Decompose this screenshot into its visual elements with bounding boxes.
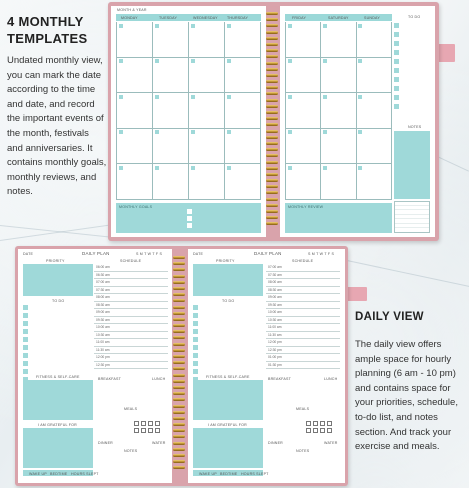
daily-left-title: DAILY PLAN: [82, 251, 110, 256]
daily-right-weekdays: S M T W T F S: [308, 252, 335, 256]
daily-right-schedule-label: SCHEDULE: [292, 259, 314, 263]
schedule-time-slot: 07:30 am: [266, 272, 340, 280]
daily-left-weekdays: S M T W T F S: [136, 252, 163, 256]
day-sunday: SUNDAY: [364, 15, 380, 20]
schedule-time-slot: 01:30 pm: [266, 362, 340, 370]
schedule-time-slot: 08:30 am: [94, 302, 168, 310]
daily-right-priority-label: PRIORITY: [216, 259, 235, 263]
day-friday: FRIDAY: [292, 15, 307, 20]
daily-left-breakfast: BREAKFAST: [98, 377, 121, 381]
daily-right-hours-slept: HOURS SLEPT: [241, 471, 269, 476]
daily-left-priority-label: PRIORITY: [46, 259, 65, 263]
monthly-todo-label: TO DO: [408, 15, 421, 19]
schedule-time-slot: 12:30 pm: [266, 347, 340, 355]
day-tuesday: TUESDAY: [159, 15, 178, 20]
daily-left-bedtime: BEDTIME: [50, 471, 68, 476]
daily-right-notes: NOTES: [296, 449, 310, 453]
daily-right-dinner: DINNER: [268, 441, 283, 445]
monthly-right-calendar-grid: [285, 22, 392, 200]
daily-left-page: [18, 249, 172, 483]
schedule-time-slot: 11:30 am: [94, 347, 168, 355]
daily-view-description: The daily view offers ample space for hourly planning (6 am - 10 pm) and contains space for your priorities, schedule, to-do list, and notes section. And track your exercise and meals.: [355, 339, 458, 453]
schedule-time-slot: 09:00 am: [94, 309, 168, 317]
monthly-left-page: [111, 6, 266, 237]
daily-left-fitness-box: [23, 380, 93, 420]
monthly-notes-box: [394, 131, 430, 199]
monthly-templates-description: Undated monthly view, you can mark the date according to the time and date, and record the important events of the month, festivals and anniversaries. It contains monthly goals, monthly reviews, and notes.: [7, 55, 107, 198]
schedule-time-slot: 10:30 am: [94, 332, 168, 340]
schedule-time-slot: 12:00 pm: [266, 339, 340, 347]
schedule-time-slot: 10:30 am: [266, 317, 340, 325]
monthly-left-calendar-grid: [116, 22, 261, 200]
daily-left-schedule-label: SCHEDULE: [120, 259, 142, 263]
daily-right-bedtime: BEDTIME: [220, 471, 238, 476]
daily-right-wake-up: WAKE UP: [199, 471, 217, 476]
daily-right-breakfast: BREAKFAST: [268, 377, 291, 381]
monthly-notes-label: NOTES: [408, 125, 422, 129]
daily-right-priority-box: [193, 264, 263, 296]
daily-planner: [15, 246, 348, 486]
schedule-time-slot: 11:00 am: [94, 339, 168, 347]
schedule-time-slot: 09:30 am: [94, 317, 168, 325]
daily-view-title: DAILY VIEW: [355, 311, 424, 323]
monthly-todo-list: [394, 21, 430, 121]
monthly-review-label: MONTHLY REVIEW: [288, 205, 324, 209]
schedule-time-slot: 07:00 am: [266, 264, 340, 272]
monthly-mini-grid: [394, 201, 430, 233]
monthly-planner: [108, 2, 439, 241]
schedule-time-slot: 08:30 am: [266, 287, 340, 295]
schedule-time-slot: 06:00 am: [94, 264, 168, 272]
monthly-goals-label: MONTHLY GOALS: [119, 205, 153, 209]
daily-left-priority-box: [23, 264, 93, 296]
schedule-time-slot: 06:30 am: [94, 272, 168, 280]
daily-left-water: WATER: [152, 441, 166, 445]
day-saturday: SATURDAY: [328, 15, 349, 20]
daily-left-hours-slept: HOURS SLEPT: [71, 471, 99, 476]
schedule-time-slot: 12:00 pm: [94, 354, 168, 362]
monthly-templates-title: 4 MONTHLY TEMPLATES: [7, 14, 88, 46]
schedule-time-slot: 07:30 am: [94, 287, 168, 295]
daily-right-fitness-label: FITNESS & SELF-CARE: [206, 375, 250, 379]
daily-spiral-binding: [173, 256, 185, 473]
monthly-right-page: [280, 6, 435, 237]
daily-left-dinner: DINNER: [98, 441, 113, 445]
day-thursday: THURSDAY: [227, 15, 249, 20]
daily-left-notes: NOTES: [124, 449, 138, 453]
schedule-time-slot: 07:00 am: [94, 279, 168, 287]
schedule-time-slot: 11:30 am: [266, 332, 340, 340]
schedule-time-slot: 11:00 am: [266, 324, 340, 332]
daily-right-todo-list: [193, 305, 198, 390]
daily-right-grateful-label: I AM GRATEFUL FOR: [208, 423, 247, 427]
daily-right-date: DATE: [193, 252, 204, 256]
daily-right-title: DAILY PLAN: [254, 251, 282, 256]
daily-left-meals: MEALS: [124, 407, 138, 411]
schedule-time-slot: 10:00 am: [266, 309, 340, 317]
daily-left-lunch: LUNCH: [152, 377, 166, 381]
schedule-time-slot: 10:00 am: [94, 324, 168, 332]
daily-left-wake-up: WAKE UP: [29, 471, 47, 476]
daily-left-schedule: [94, 264, 168, 369]
daily-left-todo-list: [23, 305, 28, 390]
daily-right-fitness-box: [193, 380, 263, 420]
daily-right-grateful-box: [193, 428, 263, 468]
schedule-time-slot: 09:00 am: [266, 294, 340, 302]
daily-view-pink-tab: [347, 287, 367, 301]
daily-left-fitness-label: FITNESS & SELF-CARE: [36, 375, 80, 379]
schedule-time-slot: 09:30 am: [266, 302, 340, 310]
monthly-spiral-binding: [266, 12, 278, 229]
daily-left-water-cups: [134, 421, 164, 433]
schedule-time-slot: 08:00 am: [266, 279, 340, 287]
daily-left-grateful-box: [23, 428, 93, 468]
daily-right-schedule: [266, 264, 340, 369]
daily-right-page: [188, 249, 345, 483]
day-monday: MONDAY: [121, 15, 138, 20]
day-wednesday: WEDNESDAY: [193, 15, 218, 20]
daily-left-date: DATE: [23, 252, 34, 256]
daily-left-todo-label: TO DO: [52, 299, 65, 303]
daily-right-lunch: LUNCH: [324, 377, 338, 381]
daily-right-todo-label: TO DO: [222, 299, 235, 303]
daily-right-meals: MEALS: [296, 407, 310, 411]
schedule-time-slot: 01:00 pm: [266, 354, 340, 362]
schedule-time-slot: 12:30 pm: [94, 362, 168, 370]
goal-checkboxes: [187, 209, 192, 228]
month-year-label: MONTH & YEAR: [117, 8, 147, 12]
daily-right-water: WATER: [324, 441, 338, 445]
daily-right-water-cups: [306, 421, 336, 433]
daily-left-grateful-label: I AM GRATEFUL FOR: [38, 423, 77, 427]
schedule-time-slot: 08:00 am: [94, 294, 168, 302]
